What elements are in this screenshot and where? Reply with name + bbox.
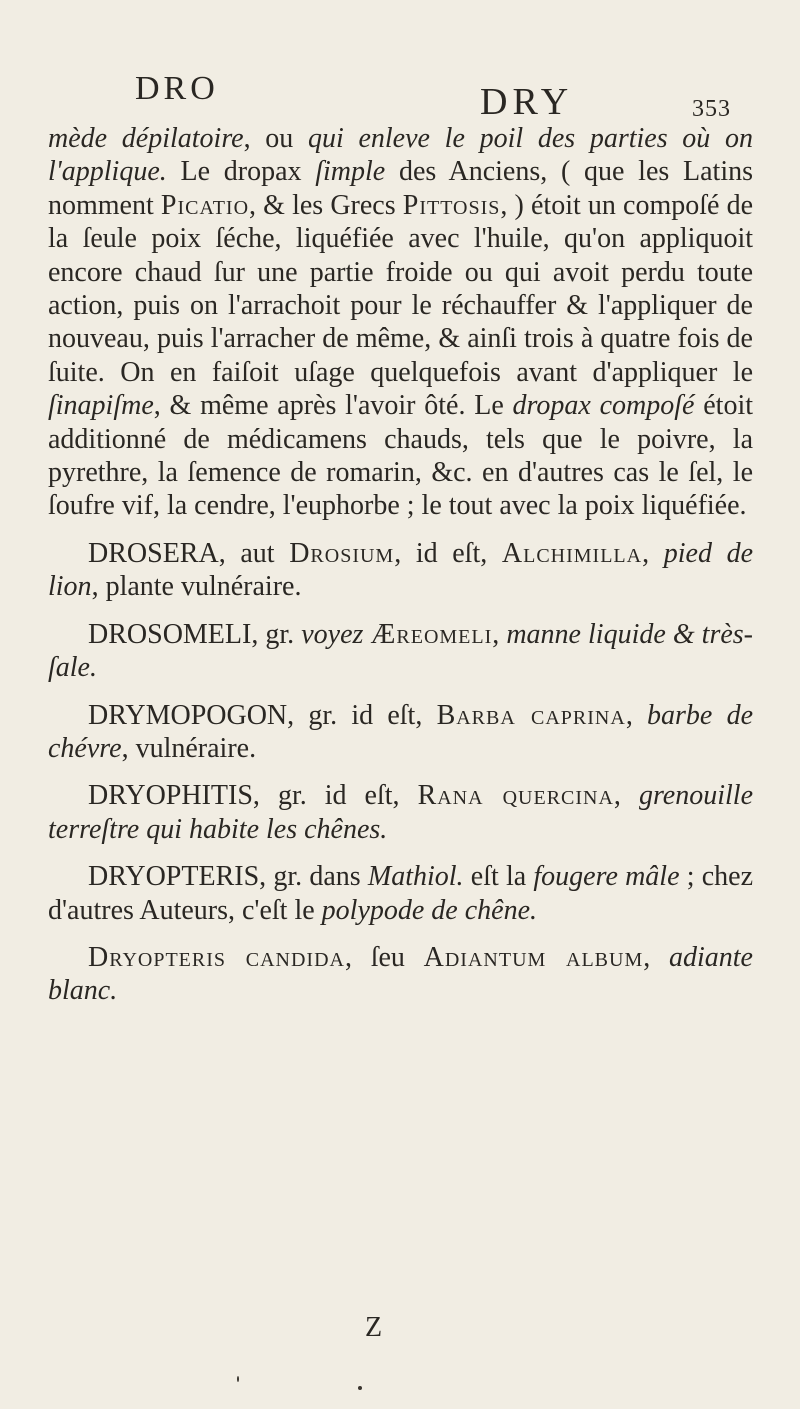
text-run: adiante blanc. [48,941,753,1007]
text-run: Barba caprina [436,699,626,731]
entry-headword: DROSOMELI [88,618,252,650]
text-run: ſinapiſme [48,390,154,422]
text-run: , id eſt, [394,537,502,569]
text-run: eſt la [463,861,534,893]
text-run: , gr. id eſt, [287,699,437,731]
text-run: qui enleve le poil des parties où on l'applique. [48,123,754,188]
text-run: Pittosis [402,189,501,221]
text-run: , [613,780,639,812]
text-run: Mathiol. [367,861,464,893]
text-run: manne liquide & très-ſale. [48,618,754,684]
text-run: , ou [243,123,308,154]
text-run: pied de lion [48,537,754,603]
ink-speck [237,1376,239,1382]
entry-dryophitis [48,779,753,846]
entry-drosera [48,537,753,604]
text-run: voyez [301,618,364,650]
text-run: , & les Grecs [249,189,403,221]
text-run: Le dropax [166,156,316,188]
entry-headword: DRYOPTERIS [88,861,260,893]
entry-drosomeli [48,618,753,685]
text-run: ; chez d'autres Auteurs, c'eſt le [48,861,754,926]
entry-headword: DROSERA [88,537,219,569]
text-run: , vulnéraire. [121,732,257,764]
text-run: , ) étoit un compoſé de la ſeule poix ſéche, liquéfiée avec l'huile, qu'on appliquoit encore chaud ſur une partie froide ou qui avoit perdu toute action, puis on l'arrachoit pour le réchauffer & l'appliquer de nouveau, puis l'arracher de même, & ainſi trois à quatre fois de ſuite. On en faiſoit uſage quelquefois avant d'appliquer le [48,189,754,388]
text-run: Picatio [160,189,250,221]
text-run: Rana quercina [417,780,614,812]
dictionary-text [48,122,753,1008]
text-run: Æreomeli [370,618,493,650]
text-run: , [625,699,648,731]
paragraph-dropax-continuation [48,122,753,523]
text-run: barbe de chévre [48,699,753,764]
text-run: polypode de chêne. [321,894,538,926]
page-number: 353 [692,96,731,122]
text-run: étoit additionné de médicamens chauds, tels que le poivre, la pyrethre, la ſemence de romarin, &c. en d'autres cas le ſel, le ſoufre vif, la cendre, l'euphorbe ; le tout avec la poix liquéfiée. [48,390,754,522]
entry-headword: DRYOPHITIS [88,780,253,812]
text-run: dropax compoſé [512,390,695,422]
text-run: Alchimilla [501,537,643,569]
header-right-guideword: DRY [480,81,574,123]
header-left-guideword: DRO [135,70,219,107]
text-run: Drosium [289,537,395,569]
text-run: , gr. dans [259,861,368,893]
text-run: ſimple [315,156,386,188]
text-run: grenouille terreſtre qui habite les chênes. [48,780,754,845]
entry-headword: Dryopteris candida [88,941,345,973]
text-run: , plante vulnéraire. [91,571,302,603]
entry-drymopogon [48,699,753,766]
text-run: , [642,537,664,569]
ink-speck [358,1386,362,1390]
entry-dryopteris-candida [48,941,753,1008]
text-run: , [643,941,669,973]
text-run: , ſeu [344,941,424,973]
entry-headword: DRYMOPOGON [88,699,288,731]
entry-dryopteris [48,860,753,927]
text-run: mède dépilatoire [48,123,244,154]
text-run: des Anciens, ( que les Latins nomment [48,156,753,221]
signature-mark: Z [365,1312,383,1343]
text-run: fougere mâle [533,861,680,893]
text-run: , aut [218,537,290,569]
text-run: , gr. id eſt, [252,780,418,812]
text-run: , & même après l'avoir ôté. Le [153,390,513,422]
text-run: Adiantum album [423,941,644,973]
running-header [0,70,800,130]
text-run: , gr. [251,618,302,650]
text-run: , [492,618,507,650]
